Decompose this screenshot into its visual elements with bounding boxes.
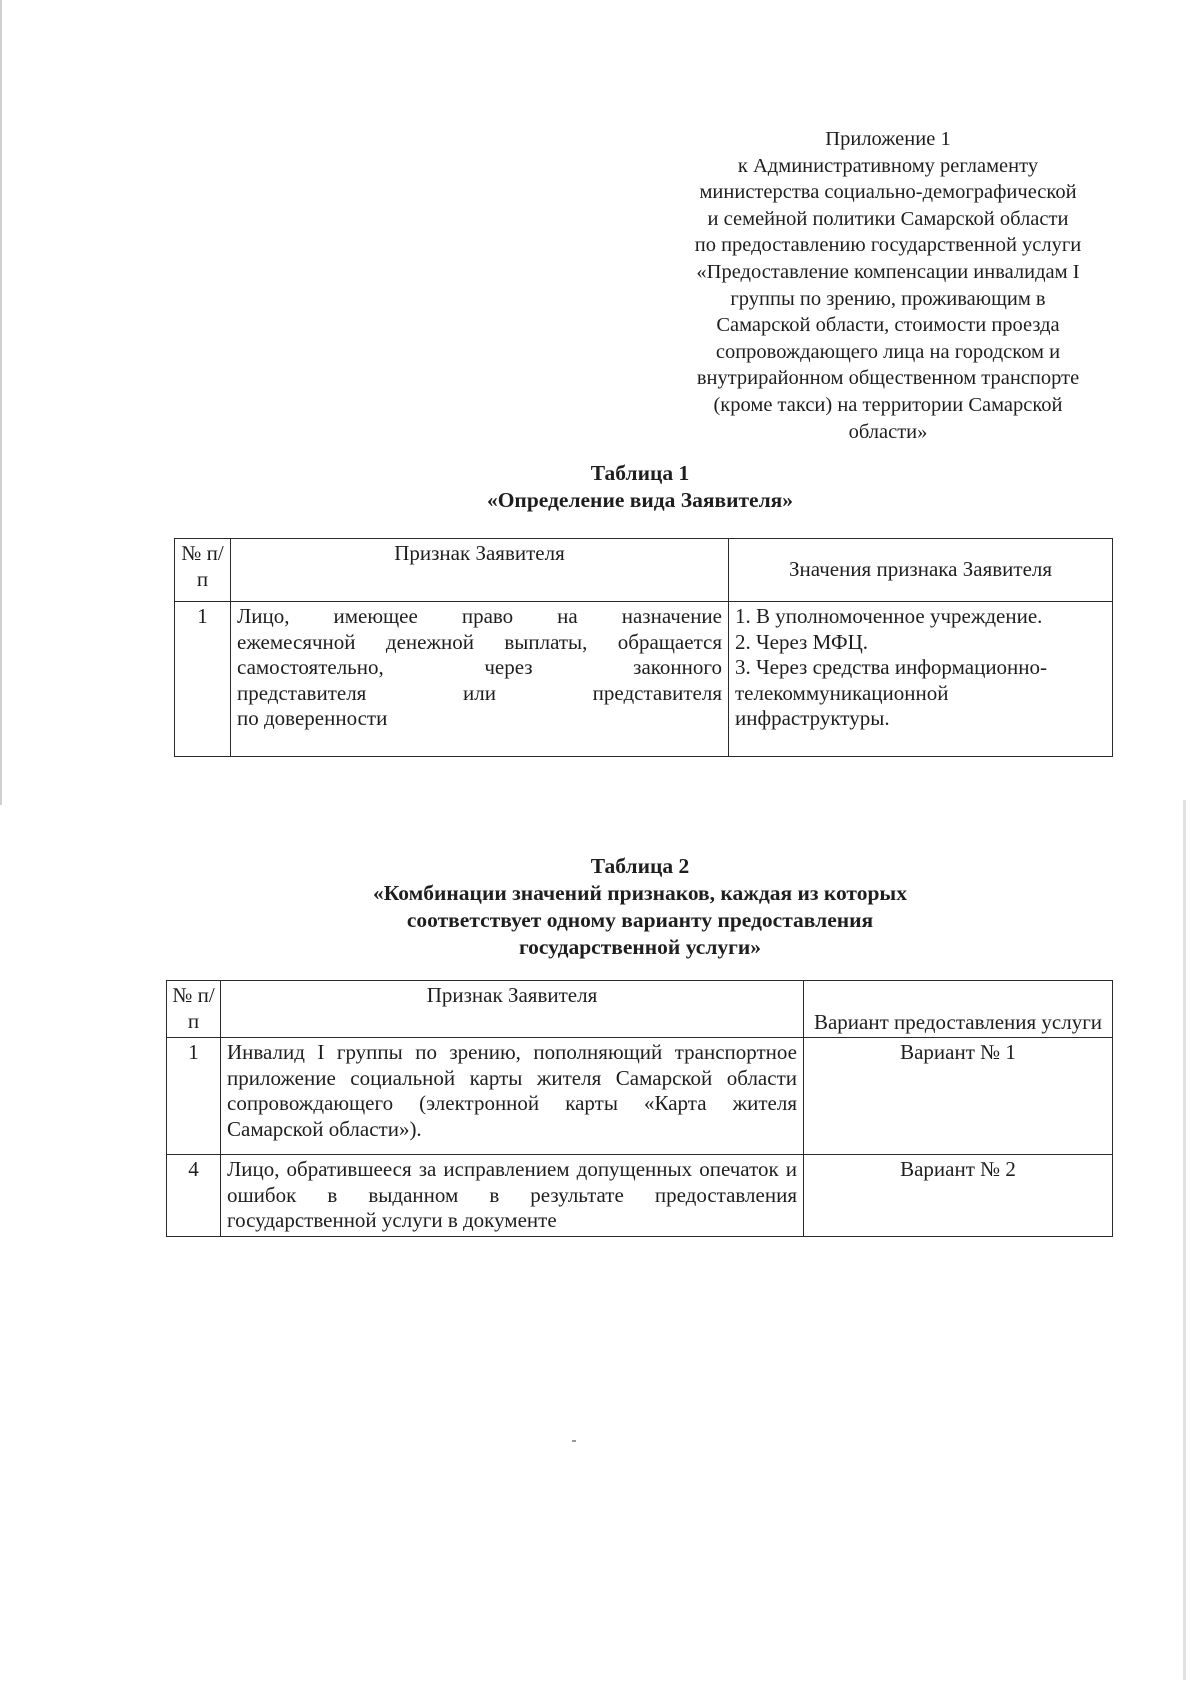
row-num: 1: [175, 602, 231, 757]
row-variant: Вариант № 1: [804, 1038, 1113, 1155]
table2-title: Таблица 2: [590, 854, 690, 878]
table-row: [167, 1155, 1113, 1237]
header-num: № п/п: [167, 981, 221, 1038]
appendix-line: министерства социально-демографической: [699, 181, 1077, 204]
table1-heading: [420, 460, 860, 514]
table2: [166, 980, 1113, 1237]
table2-subtitle-line: соответствует одному варианту предоставления: [406, 908, 874, 932]
scan-edge-left: [0, 0, 2, 805]
scan-edge-right: [1183, 800, 1186, 1680]
table-header-row: [167, 981, 1113, 1038]
scan-speck: [572, 1440, 576, 1442]
header-num: № п/п: [175, 539, 231, 602]
table2-heading: [300, 853, 980, 961]
value-item: 3. Через средства информационно-телекоммуникационной инфраструктуры.: [735, 655, 1048, 730]
header-values: Значения признака Заявителя: [729, 539, 1113, 602]
feature-line: самостоятельно, через законного: [237, 655, 722, 679]
appendix-line: Самарской области, стоимости проезда: [716, 314, 1060, 337]
value-item: 1. В уполномоченное учреждение.: [735, 604, 1043, 628]
appendix-header: [668, 126, 1108, 445]
appendix-line: группы по зрению, проживающим в: [730, 287, 1046, 310]
row-values: [729, 602, 1113, 757]
header-variant: Вариант предоставления услуги: [804, 981, 1113, 1038]
value-item: 2. Через МФЦ.: [735, 629, 868, 654]
row-num: 1: [167, 1038, 221, 1155]
row-feature: Инвалид I группы по зрению, пополняющий транспортное приложение социальной карты жителя Самарской области сопровождающего (электронной карты «Карта жителя Самарской области»).: [221, 1038, 804, 1155]
appendix-line: и семейной политики Самарской области: [707, 207, 1069, 230]
appendix-line: «Предоставление компенсации инвалидам I: [696, 260, 1080, 283]
table2-subtitle-line: «Комбинации значений признаков, каждая из которых: [373, 881, 907, 905]
table-row: [167, 1038, 1113, 1155]
appendix-line: области»: [848, 420, 928, 443]
feature-line: ежемесячной денежной выплаты, обращается: [237, 629, 722, 654]
row-num: 4: [167, 1155, 221, 1237]
appendix-line: сопровождающего лица на городском и: [715, 340, 1061, 363]
feature-line: по доверенности: [237, 706, 388, 730]
header-feature: Признак Заявителя: [221, 981, 804, 1038]
table1-subtitle: «Определение вида Заявителя»: [486, 488, 794, 512]
table1: [174, 538, 1113, 757]
appendix-line: внутрирайонном общественном транспорте: [696, 367, 1080, 390]
feature-line: представителя или представителя: [237, 680, 722, 705]
row-feature: Лицо, обратившееся за исправлением допущенных опечаток и ошибок в выданном в результате предоставления государственной услуги в документе: [221, 1155, 804, 1237]
row-variant: Вариант № 2: [804, 1155, 1113, 1237]
appendix-line: к Административному регламенту: [737, 154, 1039, 177]
table-header-row: [175, 539, 1113, 602]
table1-title: Таблица 1: [590, 461, 690, 485]
feature-line: Лицо, имеющее право на назначение: [237, 604, 722, 628]
header-feature: Признак Заявителя: [231, 539, 729, 602]
row-feature: [231, 602, 729, 757]
appendix-line: Приложение 1: [825, 128, 951, 150]
table2-subtitle-line: государственной услуги»: [518, 935, 762, 959]
appendix-line: по предоставлению государственной услуги: [694, 234, 1082, 257]
appendix-line: (кроме такси) на территории Самарской: [713, 393, 1063, 416]
table-row: [175, 602, 1113, 757]
